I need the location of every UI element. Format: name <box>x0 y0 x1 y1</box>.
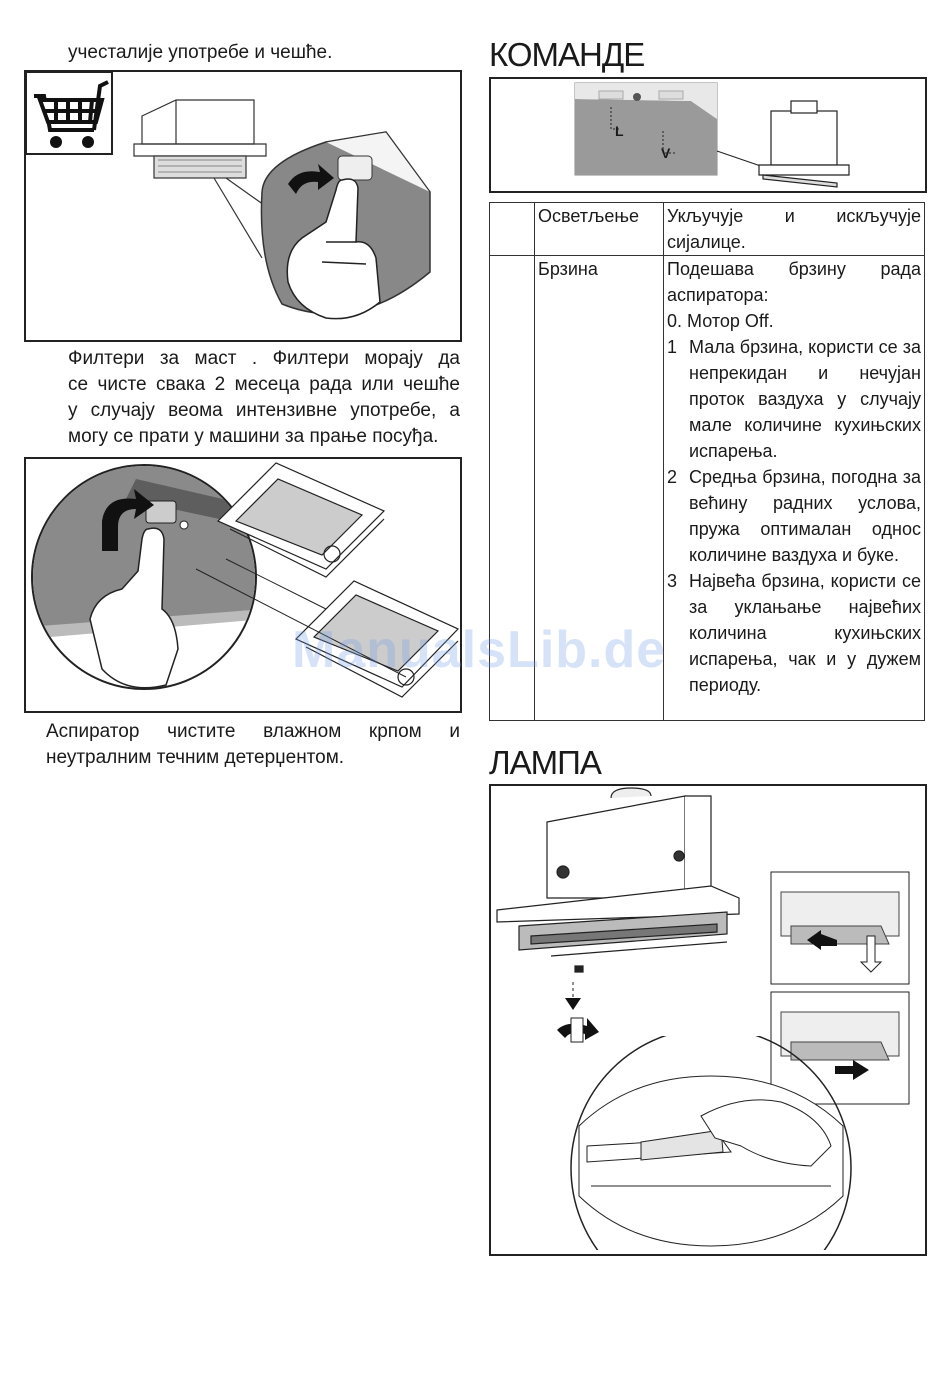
cleaning-line-2: неутралним течним детерџентом. <box>46 747 345 768</box>
speed-item-num: 3 <box>667 571 678 591</box>
speed-item-num: 2 <box>667 467 678 487</box>
label-v: V <box>661 145 671 161</box>
label-l: L <box>615 123 624 139</box>
cleaning-line-1: Аспиратор чистите влажном крпом и <box>46 721 460 742</box>
row-name-lighting: Осветљење <box>535 203 664 256</box>
speed-intro: Подешава брзину рада аспиратора: <box>667 259 921 305</box>
speed-item-text: Средња брзина, погодна за већину радних услова, пружа оптималан однос количине ваздуха и буке. <box>689 467 921 565</box>
table-row <box>490 203 925 256</box>
speed-item-3 <box>667 568 921 698</box>
watermark: ManualsLib.de <box>292 621 667 679</box>
cleaning-paragraph <box>46 719 460 771</box>
illustration-lamp-replacement <box>489 784 927 1256</box>
filters-line-1: Филтери за маст . Филтери морају да <box>68 348 460 369</box>
filters-line-2: се чисте свака 2 месеца рада или чешће <box>68 374 460 395</box>
intro-line: учесталије употребе и чешће. <box>68 42 333 63</box>
row-desc-lighting: Укључује и искључује сијалице. <box>664 203 925 256</box>
row-key-cell <box>490 203 535 256</box>
filters-line-4: могу се прати у машини за прање посуђа. <box>68 426 439 447</box>
speed-item-text: Највећа брзина, користи се за уклањање највећих количина кухињских испарења, чак и у дужем периоду. <box>689 571 921 695</box>
row-name-speed: Брзина <box>535 256 664 721</box>
speed-item-2 <box>667 464 921 568</box>
row-desc-speed <box>664 256 925 721</box>
filters-line-3: у случају веома интензивне употребе, а <box>68 400 460 421</box>
speed-item-text: Мала брзина, користи се за непрекидан и нечујан проток ваздуха у случају мале количине кухињских испарења. <box>689 337 921 461</box>
speed-item-num: 1 <box>667 337 678 357</box>
speed-item-1 <box>667 334 921 464</box>
illustration-hood-filter-release <box>24 70 462 342</box>
lamp-heading: ЛАМПА <box>489 744 601 781</box>
commands-heading: КОМАНДЕ <box>489 36 645 73</box>
commands-panel-illustration <box>489 77 927 193</box>
speed-item-0: 0. Мотор Off. <box>667 311 774 331</box>
filters-paragraph <box>68 346 460 450</box>
